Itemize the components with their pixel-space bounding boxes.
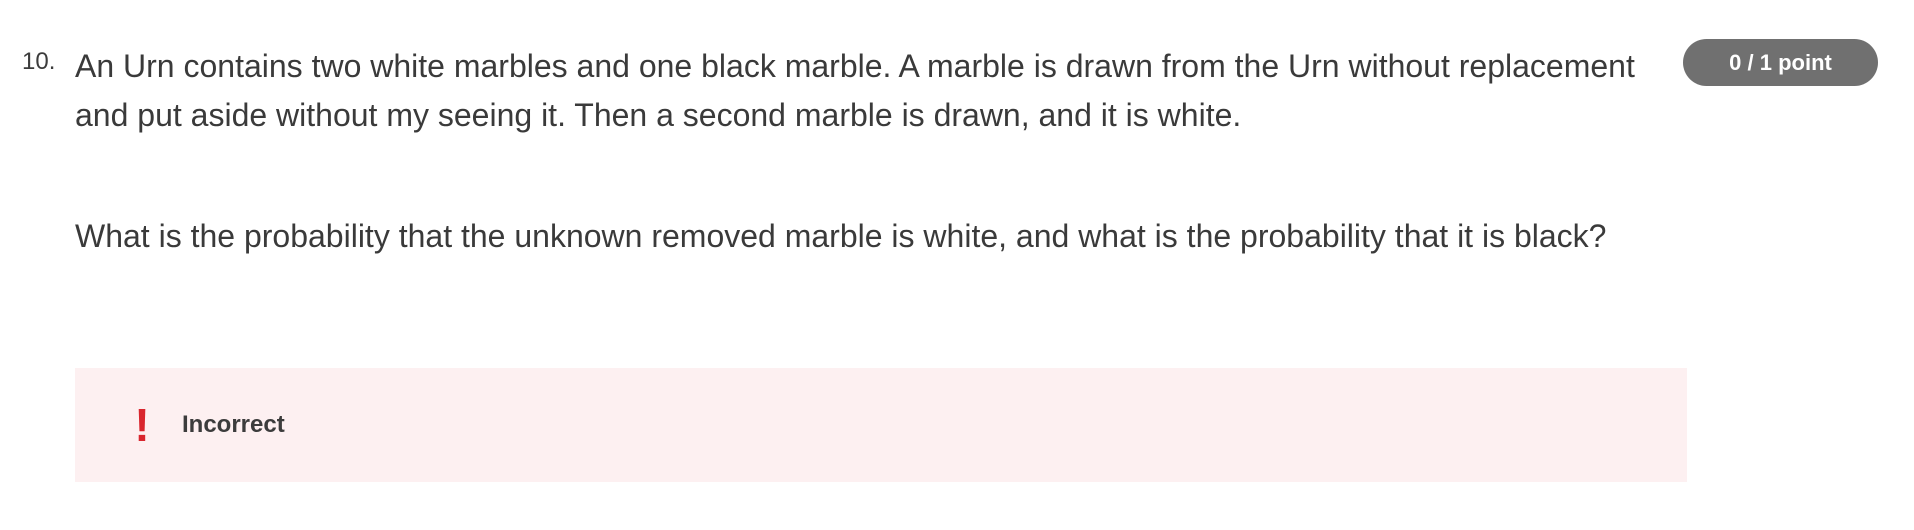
points-badge: 0 / 1 point (1683, 39, 1878, 86)
exclamation-icon: ! (134, 399, 150, 451)
feedback-status-label: Incorrect (182, 411, 285, 438)
question-prompt: What is the probability that the unknown removed marble is white, and what is the probability that it is black? (75, 218, 1607, 254)
question-body (75, 42, 1635, 254)
question-number: 10. (22, 48, 56, 75)
question-text: An Urn contains two white marbles and one black marble. A marble is drawn from the Urn without replacement and put aside without my seeing it. Then a second marble is drawn, and it is white. (75, 48, 1635, 133)
feedback-incorrect (75, 368, 1687, 482)
